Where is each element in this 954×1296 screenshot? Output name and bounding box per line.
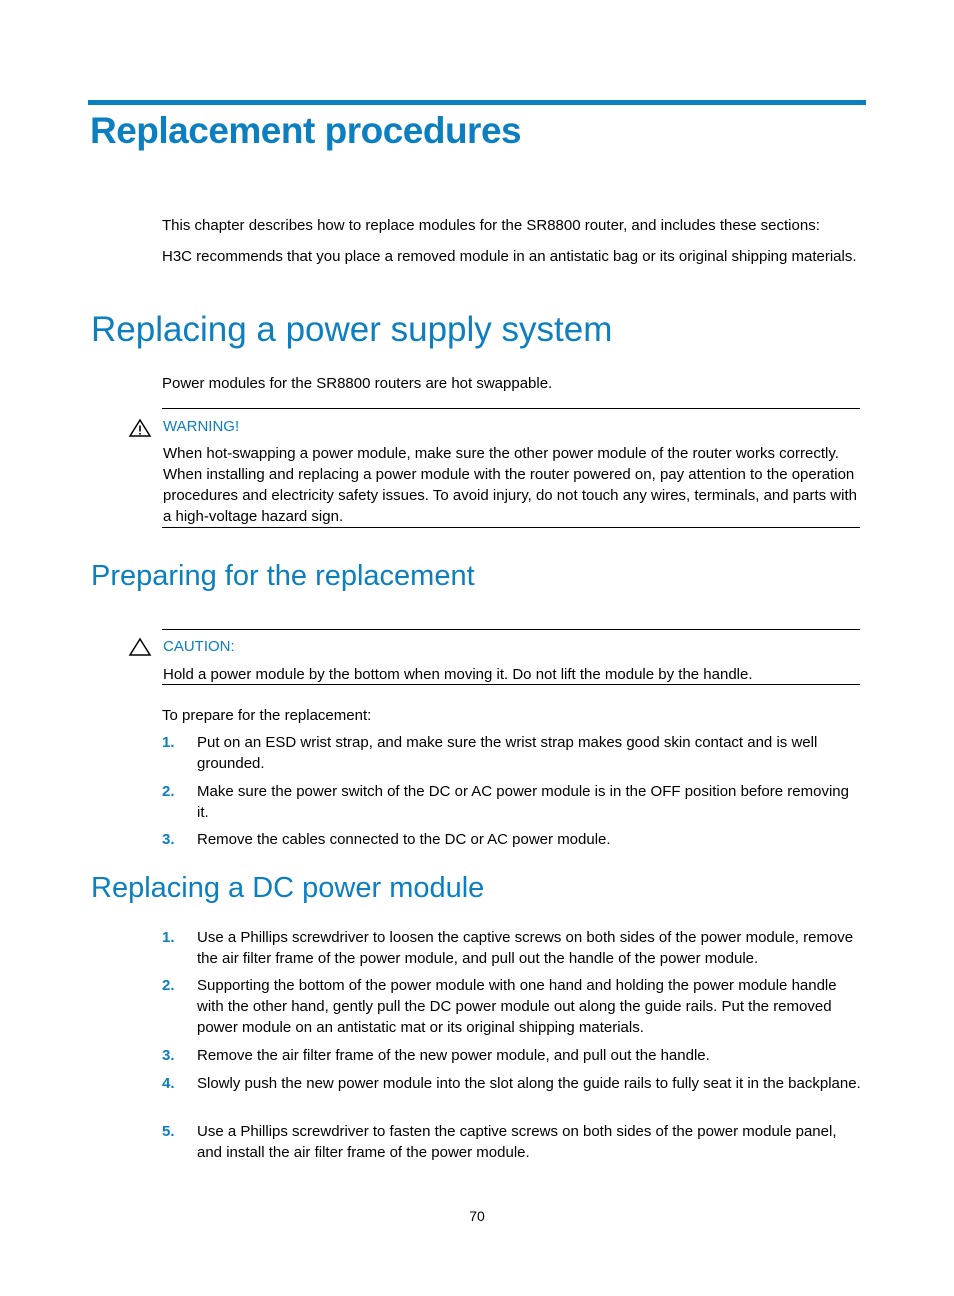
caution-triangle-icon xyxy=(128,637,152,657)
step-number: 5. xyxy=(162,1123,175,1140)
step-number: 2. xyxy=(162,783,175,800)
warning-label: WARNING! xyxy=(163,418,240,435)
step-text: Slowly push the new power module into the slot along the guide rails to fully seat it in the backplane. xyxy=(197,1075,861,1092)
section-title-dc-module: Replacing a DC power module xyxy=(91,872,485,904)
chapter-title: Replacement procedures xyxy=(90,110,522,151)
step-text: Use a Phillips screwdriver to fasten the captive screws on both sides of the power module panel, and install the air filter frame of the power module. xyxy=(197,1123,837,1161)
step-number: 4. xyxy=(162,1075,175,1092)
chapter-recommendation: H3C recommends that you place a removed module in an antistatic bag or its original shipping materials. xyxy=(162,248,857,265)
caution-label: CAUTION: xyxy=(163,638,235,655)
step-number: 2. xyxy=(162,977,175,994)
warning-top-rule xyxy=(162,408,860,409)
step-number: 1. xyxy=(162,929,175,946)
step-text: Remove the air filter frame of the new power module, and pull out the handle. xyxy=(197,1047,710,1064)
caution-top-rule xyxy=(162,629,860,630)
section-title-preparing: Preparing for the replacement xyxy=(91,560,475,592)
step-text: Remove the cables connected to the DC or AC power module. xyxy=(197,831,611,848)
step-number: 1. xyxy=(162,734,175,751)
step-number: 3. xyxy=(162,831,175,848)
step-text: Supporting the bottom of the power module with one hand and holding the power module handle with the other hand, gently pull the DC power module out along the guide rails. Put the removed power module on an antistatic mat or its original shipping materials. xyxy=(197,977,837,1036)
warning-triangle-icon xyxy=(128,418,152,438)
power-supply-intro: Power modules for the SR8800 routers are hot swappable. xyxy=(162,375,553,392)
step-text: Use a Phillips screwdriver to loosen the captive screws on both sides of the power module, remove the air filter frame of the power module, and pull out the handle of the power module. xyxy=(197,929,854,967)
warning-bottom-rule xyxy=(162,527,860,528)
step-text: Make sure the power switch of the DC or AC power module is in the OFF position before removing it. xyxy=(197,783,849,821)
section-title-power-supply: Replacing a power supply system xyxy=(91,310,613,349)
step-number: 3. xyxy=(162,1047,175,1064)
chapter-intro: This chapter describes how to replace modules for the SR8800 router, and includes these sections: xyxy=(162,217,820,234)
step-text: Put on an ESD wrist strap, and make sure the wrist strap makes good skin contact and is well grounded. xyxy=(197,734,818,772)
page-number: 70 xyxy=(469,1208,485,1224)
chapter-top-rule xyxy=(88,100,866,105)
warning-text: When hot-swapping a power module, make sure the other power module of the router works correctly. When installing and replacing a power module with the router powered on, pay attention to the operation procedures and electricity safety issues. To avoid injury, do not touch any wires, terminals, and parts with a high-voltage hazard sign. xyxy=(163,445,857,525)
caution-text: Hold a power module by the bottom when moving it. Do not lift the module by the handle. xyxy=(163,666,753,683)
prepare-lead: To prepare for the replacement: xyxy=(162,707,372,724)
caution-bottom-rule xyxy=(162,684,860,685)
